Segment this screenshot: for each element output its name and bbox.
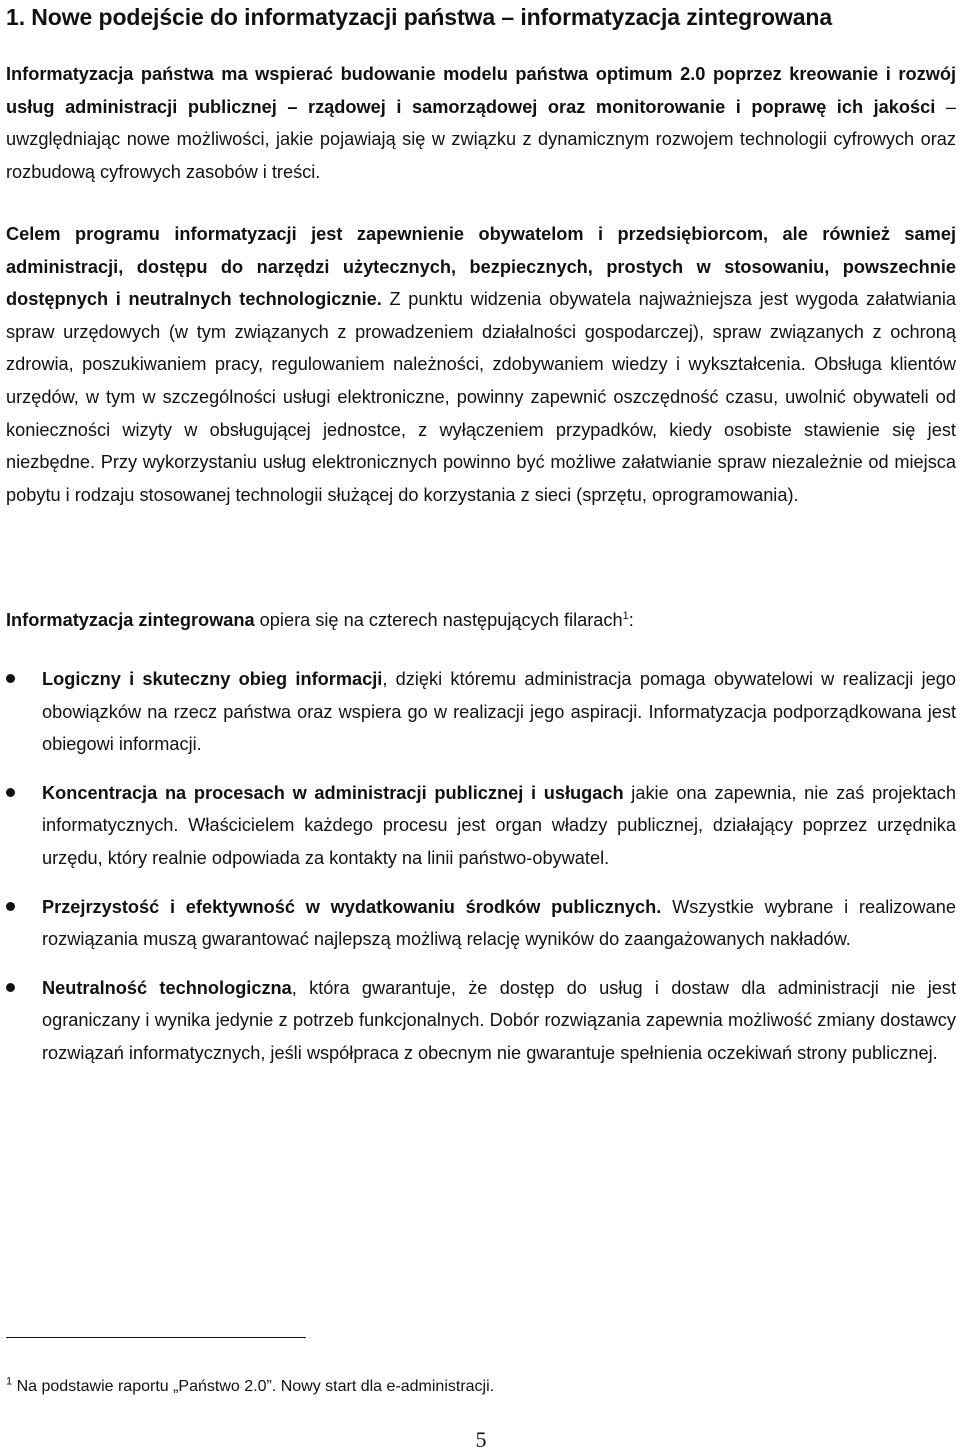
program-goal-text: Z punktu widzenia obywatela najważniejsza jest wygoda załatwiania spraw urzędowych (w tym związanych z prowadzeniem działalności gospodarczej), spraw związanych z ochroną zdrowia, poszukiwaniem pracy, regulowaniem należności, zdobywaniem wiedzy i wykształcenia. Obsługa klientów urzędów, w tym w szczególności usługi elektroniczne, powinny zapewnić oszczędność czasu, uwolnić obywateli od konieczności wizyty w obsługującej jednostce, z wyłączeniem przypadków, kiedy osobiste stawienie się jest niezbędne. Przy wykorzystaniu usług elektronicznych powinno być możliwe załatwianie spraw niezależnie od miejsca pobytu i rodzaju stosowanej technologii służącej do korzystania z sieci (sprzętu, oprogramowania).: [6, 289, 956, 505]
pillar-title: Przejrzystość i efektywność w wydatkowaniu środków publicznych.: [42, 896, 662, 917]
footnote-number: 1: [6, 1375, 13, 1388]
pillar-text: Wszystkie wybrane i realizowane rozwiązania muszą gwarantować najlepszą możliwą relację wyników do zaangażowanych nakładów.: [42, 896, 956, 950]
pillar-text: , dzięki któremu administracja pomaga obywatelowi w realizacji jego obowiązków na rzecz państwa oraz wspiera go w realizacji jego aspiracji. Informatyzacja podporządkowana jest obiegowi informacji.: [42, 669, 956, 755]
pillar-item-technology-neutrality: [6, 972, 956, 1070]
bullet-icon: [6, 788, 15, 797]
footnote: [6, 1376, 494, 1398]
pillar-text: jakie ona zapewnia, nie zaś projektach informatycznych. Właścicielem każdego procesu jest organ władzy publicznej, działający poprzez urzędnika urzędu, który realnie odpowiada za kontakty na linii państwo-obywatel.: [42, 782, 957, 868]
bullet-icon: [6, 983, 15, 992]
bullet-icon: [6, 674, 15, 683]
pillar-title: Logiczny i skuteczny obieg informacji: [42, 669, 383, 689]
pillar-text: , która gwarantuje, że dostęp do usług i dostaw dla administracji nie jest ograniczany i wynika jedynie z potrzeb funkcjonalnych. Dobór rozwiązania zapewnia możliwość zmiany dostawcy rozwiązań informatycznych, jeśli współpraca z obecnym nie gwarantuje spełnienia oczekiwań strony publicznej.: [42, 977, 956, 1063]
intro-paragraph-bold: Informatyzacja państwa ma wspierać budowanie modelu państwa optimum 2.0 poprzez kreowanie i rozwój usług administracji publicznej – rządowej i samorządowej oraz monitorowanie i poprawę ich jakości: [6, 64, 956, 117]
intro-paragraph: [6, 58, 956, 188]
pillar-title: Koncentracja na procesach w administracji publicznej i usługach: [42, 782, 624, 803]
footnote-reference: 1: [622, 609, 629, 622]
pillar-item-process-focus: [6, 777, 956, 875]
bullet-icon: [6, 902, 15, 911]
page-number: 5: [475, 1427, 487, 1452]
footnote-text: Na podstawie raportu „Państwo 2.0”. Nowy start dla e-administracji.: [12, 1378, 495, 1395]
intro-paragraph-text: – uwzględniając nowe możliwości, jakie pojawiają się w związku z dynamicznym rozwojem technologii cyfrowych oraz rozbudową cyfrowych zasobów i treści.: [6, 96, 956, 182]
pillars-intro-colon: :: [628, 610, 634, 630]
program-goal-bold: Celem programu informatyzacji jest zapewnienie obywatelom i przedsiębiorcom, ale również samej administracji, dostępu do narzędzi użytecznych, bezpiecznych, prostych w stosowaniu, powszechnie dostępnych i neutralnych technologicznie.: [6, 224, 956, 310]
pillar-item-information-flow: [6, 663, 956, 761]
pillar-item-transparency: [6, 891, 956, 956]
pillars-list: [6, 663, 956, 1086]
pillars-intro-text: opiera się na czterech następujących filarach: [254, 610, 623, 630]
program-goal-paragraph: [6, 218, 956, 511]
pillars-intro-paragraph: [6, 604, 956, 637]
footnote-separator: [6, 1337, 306, 1338]
pillars-intro-bold: Informatyzacja zintegrowana: [6, 610, 255, 630]
section-heading: 1. Nowe podejście do informatyzacji państwa – informatyzacja zintegrowana: [6, 4, 833, 30]
pillar-title: Neutralność technologiczna: [42, 977, 292, 998]
